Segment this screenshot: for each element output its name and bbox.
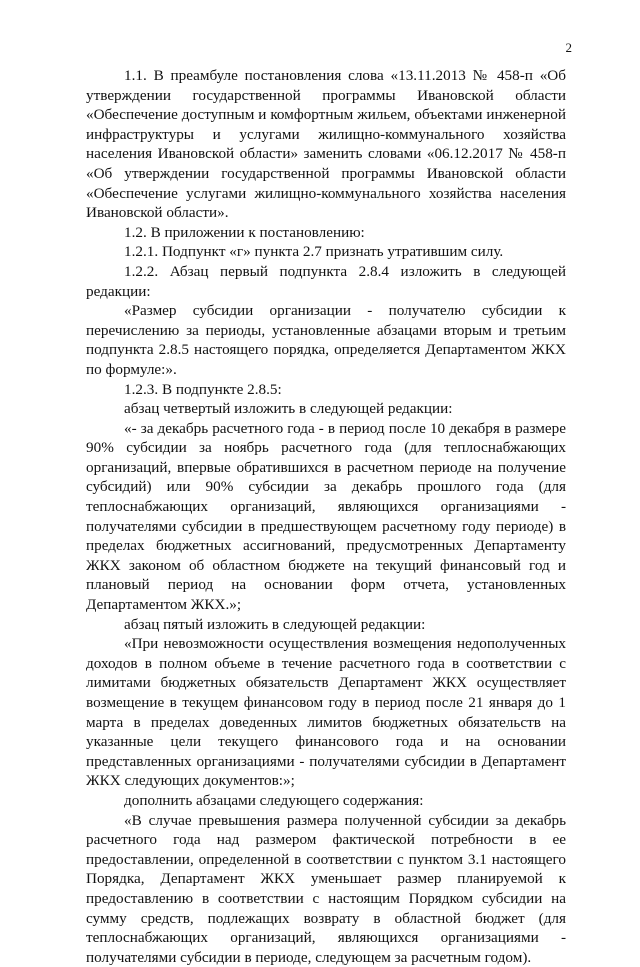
paragraph-quote-subsidy-size: «Размер субсидии организации - получателю субсидии к перечислению за периоды, установленные абзацами вторым и третьим подпункта 2.8.5 настоящего порядка, определяется Департаментом ЖКХ по формуле:». (86, 302, 566, 378)
paragraph-fifth-abzac-intro: абзац пятый изложить в следующей редакции: (124, 615, 426, 633)
paragraph-1-2-1: 1.2.1. Подпункт «г» пункта 2.7 признать утратившим силу. (124, 243, 504, 261)
paragraph-1-2: 1.2. В приложении к постановлению: (124, 223, 365, 241)
document-body (86, 66, 566, 967)
paragraph-fourth-abzac-intro: абзац четвертый изложить в следующей редакции: (124, 400, 453, 418)
page-number: 2 (565, 40, 572, 55)
paragraph-1-2-2: 1.2.2. Абзац первый подпункта 2.8.4 изложить в следующей редакции: (86, 262, 566, 300)
paragraph-quote-december: «- за декабрь расчетного года - в период после 10 декабря в размере 90% субсидии за ноябрь расчетного года (для теплоснабжающих организаций, впервые обратившихся в расчетном периоде на получение субсидий) или 90% субсидии за декабрь прошлого года (для теплоснабжающих организаций, являющихся организациями - получателями субсидии в предшествующем расчетному году периоде) в пределах бюджетных ассигнований, предусмотренных Департаменту ЖКХ законом об областном бюджете на текущий финансовый год и плановый период на основании форм отчета, установленных Департаментом ЖКХ.»; (86, 419, 566, 614)
paragraph-supplement-intro: дополнить абзацами следующего содержания: (124, 791, 424, 809)
paragraph-1-1: 1.1. В преамбуле постановления слова «13.11.2013 № 458-п «Об утверждении государственной программы Ивановской области «Обеспечение доступным и комфортным жильем, объектами инженерной инфраструктуры и услугами жилищно-коммунального хозяйства населения Ивановской области» заменить словами «06.12.2017 № 458-п «Об утверждении государственной программы Ивановской области «Обеспечение услугами жилищно-коммунального хозяйства населения Ивановской области». (86, 67, 566, 222)
paragraph-quote-excess: «В случае превышения размера полученной субсидии за декабрь расчетного года над размером фактической потребности в ее предоставлении, определенной в соответствии с пунктом 3.1 настоящего Порядка, Департамент ЖКХ уменьшает размер планируемой к предоставлению в соответствии с настоящим Порядком субсидии на сумму средств, подлежащих возврату в областной бюджет (для теплоснабжающих организаций, являющихся организациями - получателями субсидии в периоде, следующем за расчетным годом). (86, 811, 566, 966)
paragraph-quote-impossibility: «При невозможности осуществления возмещения недополученных доходов в полном объеме в течение расчетного года в соответствии с лимитами бюджетных обязательств Департамент ЖКХ осуществляет возмещение в текущем финансовом году в период после 21 января до 1 марта в пределах доведенных лимитов бюджетных обязательств на указанные цели текущего финансового года и на основании представленных организациями - получателями субсидии в Департамент ЖКХ следующих документов:»; (86, 635, 566, 790)
paragraph-1-2-3: 1.2.3. В подпункте 2.8.5: (124, 380, 282, 398)
